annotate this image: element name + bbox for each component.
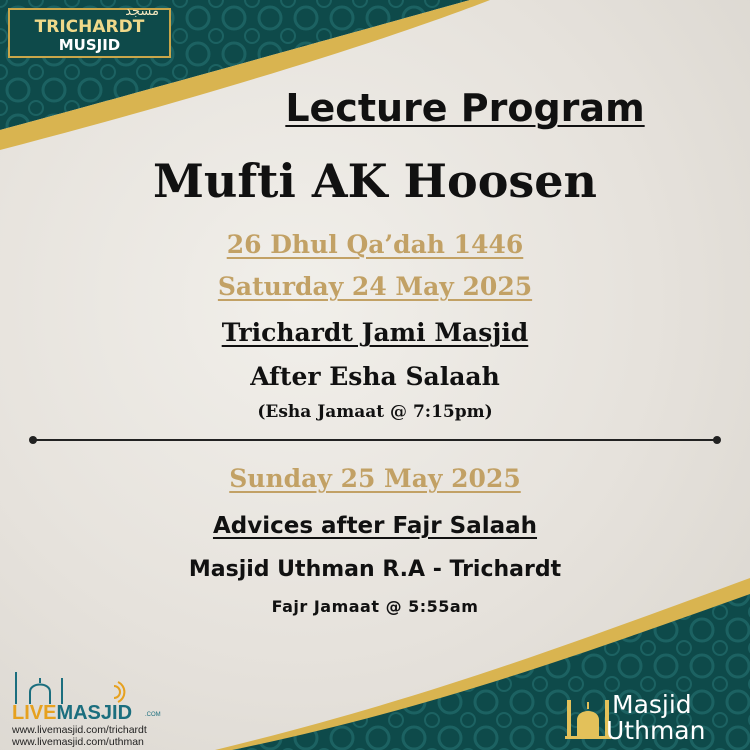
livemasjid-wordmark bbox=[12, 702, 132, 725]
session2-topic: Advices after Fajr Salaah bbox=[212, 513, 538, 539]
masjid-uthman-line2: Uthman bbox=[606, 716, 706, 745]
session1-venue: Trichardt Jami Masjid bbox=[221, 318, 529, 347]
mosque-icon bbox=[16, 672, 62, 704]
divider bbox=[32, 439, 718, 441]
mosque-icon bbox=[565, 700, 611, 739]
session2-date: Sunday 25 May 2025 bbox=[229, 464, 521, 493]
speaker-name: Mufti AK Hoosen bbox=[152, 154, 597, 208]
session1-hijri-date: 26 Dhul Qa’dah 1446 bbox=[226, 230, 524, 259]
session1-date: Saturday 24 May 2025 bbox=[217, 272, 533, 301]
livemasjid-url-trichardt: www.livemasjid.com/trichardt bbox=[12, 724, 147, 736]
session1-jamaat: (Esha Jamaat @ 7:15pm) bbox=[257, 402, 493, 422]
livemasjid-live: LIVE bbox=[12, 702, 57, 724]
session1-time: After Esha Salaah bbox=[250, 362, 500, 391]
livemasjid-url-uthman: www.livemasjid.com/uthman bbox=[12, 736, 144, 748]
broadcast-icon bbox=[114, 682, 124, 702]
logo-line2: MUSJID bbox=[58, 36, 121, 54]
masjid-uthman-line1: Masjid bbox=[612, 690, 692, 719]
livemasjid-masjid: MASJID bbox=[56, 702, 133, 724]
logo-line1: TRICHARDT bbox=[34, 17, 145, 37]
session2-venue: Masjid Uthman R.A - Trichardt bbox=[188, 557, 562, 582]
divider-dot-left bbox=[29, 436, 37, 444]
divider-dot-right bbox=[713, 436, 721, 444]
trichardt-musjid-logo bbox=[8, 4, 171, 58]
logo-arabic-text: مسجد bbox=[125, 4, 159, 19]
session2-jamaat: Fajr Jamaat @ 5:55am bbox=[271, 597, 479, 616]
heading: Lecture Program bbox=[285, 86, 645, 130]
livemasjid-suffix: .COM bbox=[145, 712, 161, 718]
